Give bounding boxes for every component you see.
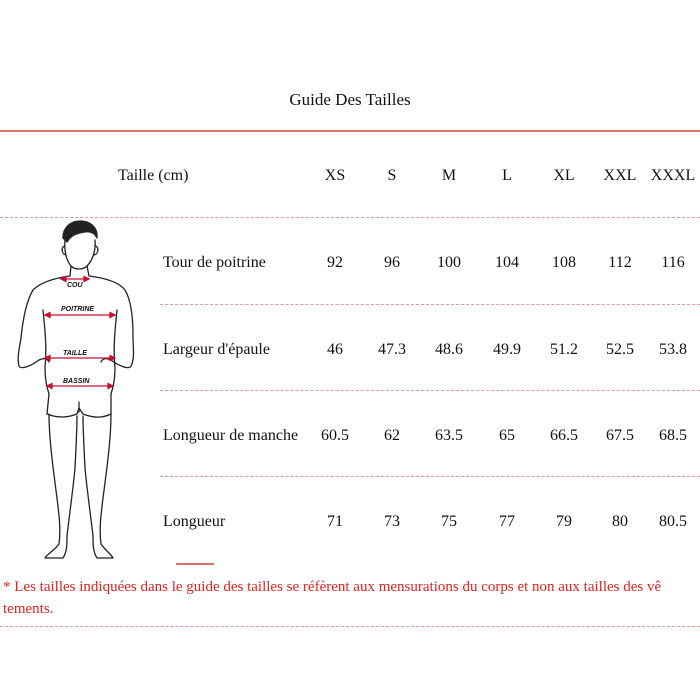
top-divider (0, 130, 700, 132)
table-cell: 46 (327, 341, 343, 358)
table-cell: 63.5 (435, 427, 463, 444)
table-cell: 62 (384, 427, 400, 444)
table-cell: 79 (556, 513, 572, 530)
table-cell: 49.9 (493, 341, 521, 358)
row-divider (160, 390, 700, 391)
size-header-s: S (387, 167, 397, 184)
table-cell: 73 (384, 513, 400, 530)
table-cell: 80 (612, 513, 628, 530)
table-cell: 116 (661, 254, 685, 271)
size-header-xl: XL (553, 167, 575, 184)
table-cell: 52.5 (606, 341, 634, 358)
table-cell: 100 (437, 254, 461, 271)
table-cell: 53.8 (659, 341, 687, 358)
page-title: Guide Des Tailles (289, 90, 411, 109)
size-guide-footnote: * Les tailles indiquées dans le guide des tailles se réfèrent aux mensurations du corps et non aux tailles des vê tements. (3, 579, 662, 617)
table-cell: 112 (608, 254, 632, 271)
figure-label-waist: TAILLE (63, 350, 87, 357)
row-label-shoulder: Largeur d'épaule (163, 341, 270, 358)
table-cell: 65 (499, 427, 515, 444)
size-header-xs: XS (324, 167, 346, 184)
table-cell: 75 (441, 513, 457, 530)
size-header-m: M (441, 167, 457, 184)
table-cell: 71 (327, 513, 343, 530)
size-header-xxxl: XXXL (650, 167, 696, 184)
figure-label-neck: COU (67, 282, 83, 289)
row-label-length: Longueur (163, 513, 226, 530)
bottom-divider (0, 626, 700, 627)
table-cell: 104 (495, 254, 519, 271)
figure-label-hip: BASSIN (63, 378, 90, 385)
size-header-l: L (502, 167, 512, 184)
table-cell: 48.6 (435, 341, 463, 358)
table-cell: 80.5 (659, 513, 687, 530)
row-divider (160, 304, 700, 305)
body-measurement-figure (5, 218, 145, 563)
size-header-label: Taille (cm) (118, 167, 189, 184)
table-cell: 66.5 (550, 427, 578, 444)
table-cell: 108 (552, 254, 576, 271)
table-cell: 51.2 (550, 341, 578, 358)
row-label-sleeve: Longueur de manche (163, 427, 299, 444)
table-cell: 96 (384, 254, 400, 271)
table-cell: 67.5 (606, 427, 634, 444)
size-header-xxl: XXL (603, 167, 637, 184)
table-cell: 60.5 (321, 427, 349, 444)
table-cell: 68.5 (659, 427, 687, 444)
row-label-chest: Tour de poitrine (163, 254, 266, 271)
figure-label-chest: POITRINE (61, 306, 95, 313)
table-cell: 77 (499, 513, 515, 530)
accent-mark (176, 563, 214, 565)
table-cell: 92 (327, 254, 343, 271)
table-cell: 47.3 (378, 341, 406, 358)
row-divider (160, 476, 700, 477)
